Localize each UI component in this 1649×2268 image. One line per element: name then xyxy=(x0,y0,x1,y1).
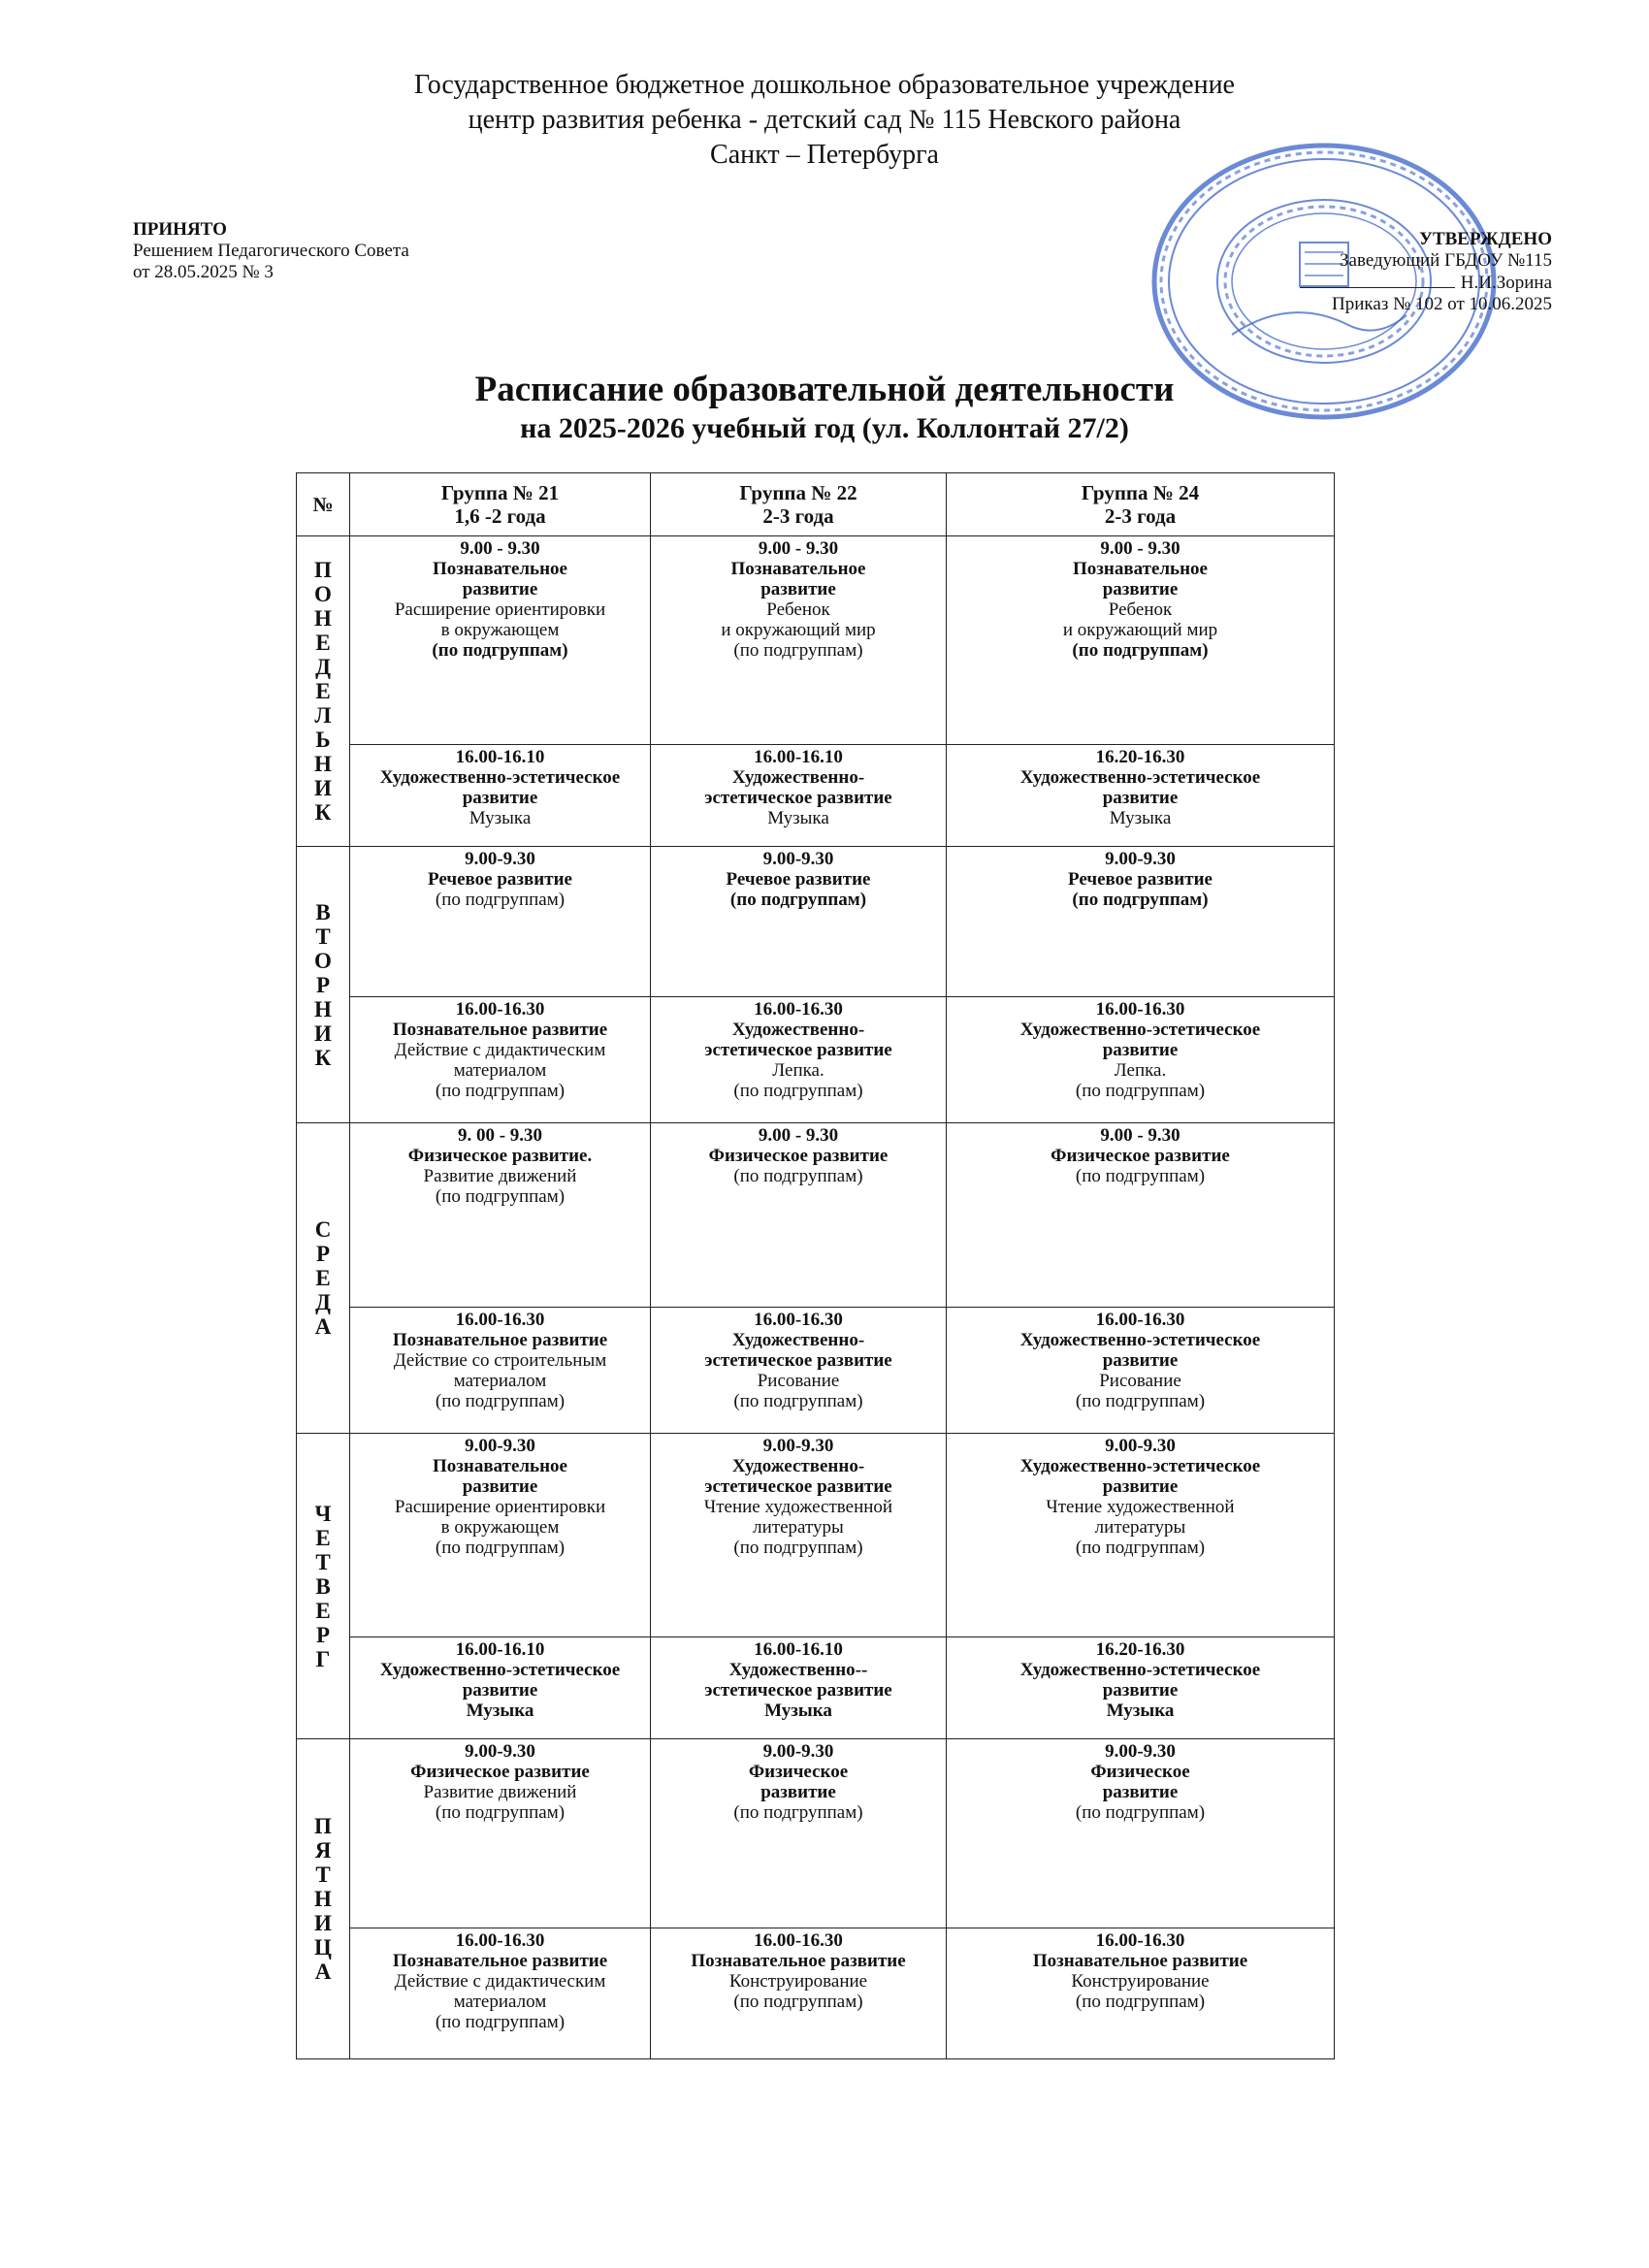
session-time: 16.00-16.10 xyxy=(455,747,545,767)
session-text: Речевое развитие xyxy=(1068,869,1212,890)
title-main: Расписание образовательной деятельности xyxy=(474,370,1175,409)
schedule-cell xyxy=(651,1637,947,1739)
day-letter: Т xyxy=(315,923,331,949)
accepted-line-2: от 28.05.2025 № 3 xyxy=(133,262,274,282)
day-letter: Ь xyxy=(315,728,331,752)
day-letter: Д xyxy=(315,655,331,679)
schedule-cell xyxy=(947,1928,1335,2059)
day-letter: Д xyxy=(315,1290,331,1314)
session-text: (по подгруппам) xyxy=(729,890,867,910)
session-text: Художественно- xyxy=(731,1020,865,1040)
day-letter: С xyxy=(314,1217,332,1242)
session-text: (по подгруппам) xyxy=(1075,1081,1206,1101)
schedule-body xyxy=(297,536,1335,2059)
day-letter: Н xyxy=(314,606,332,631)
schedule-row xyxy=(297,1308,1335,1434)
session-time: 16.00-16.30 xyxy=(455,1310,545,1330)
schedule-row xyxy=(297,745,1335,847)
session-text: (по подгруппам) xyxy=(1075,1391,1206,1411)
session-time: 16.00-16.10 xyxy=(455,1639,545,1660)
day-letter: И xyxy=(314,776,332,800)
session-text: (по подгруппам) xyxy=(1075,1166,1206,1186)
day-letter: В xyxy=(315,899,331,924)
group-name: Группа № 22 xyxy=(739,481,857,504)
schedule-cell xyxy=(651,1308,947,1434)
schedule-cell xyxy=(651,1434,947,1637)
session-text: развитие xyxy=(462,788,538,808)
session-time: 16.00-16.30 xyxy=(455,1930,545,1951)
session-text: литературы xyxy=(753,1517,844,1538)
session-text: (по подгруппам) xyxy=(435,1081,566,1101)
schedule-cell xyxy=(947,1434,1335,1637)
schedule-cell xyxy=(947,1308,1335,1434)
session-time: 9.00-9.30 xyxy=(1105,1436,1176,1456)
session-text: Художественно-эстетическое xyxy=(1019,767,1261,788)
num-header: № xyxy=(297,473,350,536)
session-time: 9.00-9.30 xyxy=(1105,849,1176,869)
session-text: и окружающий мир xyxy=(1062,620,1218,640)
day-letter: К xyxy=(314,1045,332,1070)
signature-underline xyxy=(1300,272,1455,288)
day-letter: О xyxy=(314,582,332,606)
session-text: (по подгруппам) xyxy=(733,640,863,661)
session-text: Речевое развитие xyxy=(428,869,572,890)
session-text: материалом xyxy=(453,1060,547,1081)
session-text: эстетическое развитие xyxy=(704,1680,892,1701)
session-time: 9.00 - 9.30 xyxy=(1100,1125,1180,1146)
group-age: 2-3 года xyxy=(1104,504,1177,528)
session-text: развитие xyxy=(760,1782,836,1802)
group-age: 1,6 -2 года xyxy=(454,504,546,528)
schedule-cell xyxy=(350,847,651,997)
session-text: (по подгруппам) xyxy=(435,1186,566,1207)
day-name-vertical xyxy=(297,1217,349,1339)
session-text: (по подгруппам) xyxy=(733,1081,863,1101)
group-header xyxy=(651,473,947,536)
session-text: развитие xyxy=(1102,1680,1179,1701)
schedule-row xyxy=(297,1434,1335,1637)
schedule-cell xyxy=(350,1928,651,2059)
session-text: Музыка xyxy=(1106,1701,1175,1721)
day-letter: Н xyxy=(314,1887,332,1911)
session-text: Ребенок xyxy=(1108,599,1173,620)
session-text: Рисование xyxy=(757,1371,840,1391)
approved-line-3: Приказ № 102 от 10.06.2025 xyxy=(1332,294,1552,314)
session-time: 16.00-16.30 xyxy=(1095,999,1185,1020)
table-header-row xyxy=(297,473,1335,536)
day-label-cell xyxy=(297,1123,350,1434)
day-letter: Н xyxy=(314,996,332,1021)
session-time: 16.20-16.30 xyxy=(1095,1639,1185,1660)
session-text: развитие xyxy=(462,1476,538,1497)
schedule-cell xyxy=(651,536,947,745)
session-text: Художественно-эстетическое xyxy=(1019,1020,1261,1040)
session-text: в окружающем xyxy=(440,1517,560,1538)
session-text: Познавательное xyxy=(433,559,567,579)
schedule-row xyxy=(297,847,1335,997)
day-letter: Е xyxy=(315,1598,331,1623)
session-text: (по подгруппам) xyxy=(1075,1992,1206,2012)
schedule-cell xyxy=(350,1123,651,1308)
approved-block xyxy=(1300,229,1552,315)
group-header xyxy=(947,473,1335,536)
schedule-cell xyxy=(350,1308,651,1434)
session-text: Физическое развитие xyxy=(708,1146,889,1166)
day-letter: Ч xyxy=(314,1501,332,1526)
approved-name: Н.И.Зорина xyxy=(1460,273,1552,293)
day-letter: Р xyxy=(315,1242,331,1266)
approved-signature-line xyxy=(1300,272,1552,294)
session-time: 16.00-16.30 xyxy=(754,1930,843,1951)
day-letter: А xyxy=(314,1314,332,1339)
session-text: развитие xyxy=(1102,1350,1179,1371)
day-letter: Р xyxy=(315,1622,331,1647)
session-text: Физическое развитие xyxy=(1051,1146,1230,1166)
session-text: (по подгруппам) xyxy=(435,890,566,910)
session-text: и окружающий мир xyxy=(721,620,876,640)
schedule-cell xyxy=(947,1739,1335,1928)
day-letter: И xyxy=(314,1021,332,1046)
schedule-cell xyxy=(350,745,651,847)
session-text: Музыка xyxy=(469,808,532,828)
session-time: 16.00-16.30 xyxy=(1095,1930,1185,1951)
day-label-cell xyxy=(297,847,350,1123)
session-text: Художественно-эстетическое xyxy=(379,767,621,788)
schedule-cell xyxy=(947,997,1335,1123)
session-time: 9. 00 - 9.30 xyxy=(457,1125,543,1146)
session-text: (по подгруппам) xyxy=(733,1802,863,1823)
session-text: развитие xyxy=(1102,1040,1179,1060)
session-text: Музыка xyxy=(764,1701,832,1721)
session-text: Художественно-эстетическое xyxy=(379,1660,621,1680)
session-text: (по подгруппам) xyxy=(432,640,568,661)
day-label-cell xyxy=(297,536,350,847)
day-letter: Я xyxy=(314,1838,332,1863)
session-text: Музыка xyxy=(1109,808,1172,828)
session-time: 16.00-16.10 xyxy=(754,1639,843,1660)
session-text: (по подгруппам) xyxy=(435,1538,566,1558)
day-letter: Н xyxy=(314,752,332,776)
day-letter: В xyxy=(315,1573,331,1599)
schedule-cell xyxy=(947,745,1335,847)
session-time: 16.00-16.30 xyxy=(754,1310,843,1330)
session-time: 16.20-16.30 xyxy=(1095,747,1185,767)
session-text: Конструирование xyxy=(1071,1971,1210,1992)
session-text: Речевое развитие xyxy=(726,869,871,890)
day-letter: Е xyxy=(315,1266,331,1290)
day-letter: Л xyxy=(314,703,332,728)
accepted-block xyxy=(133,219,409,283)
session-text: Развитие движений xyxy=(423,1166,577,1186)
session-text: Познавательное развитие xyxy=(392,1951,608,1971)
session-time: 9.00 - 9.30 xyxy=(1100,538,1180,559)
session-text: Познавательное xyxy=(1073,559,1208,579)
session-text: Познавательное развитие xyxy=(1032,1951,1248,1971)
approved-line-1: Заведующий ГБДОУ №115 xyxy=(1340,250,1552,271)
session-time: 9.00-9.30 xyxy=(762,1741,834,1762)
schedule-cell xyxy=(350,1434,651,1637)
session-time: 9.00-9.30 xyxy=(465,849,535,869)
session-time: 9.00-9.30 xyxy=(762,1436,834,1456)
session-text: Художественно- xyxy=(731,1456,865,1476)
session-text: развитие xyxy=(1102,579,1179,599)
schedule-cell xyxy=(651,847,947,997)
session-text: Физическое развитие. xyxy=(407,1146,593,1166)
session-text: развитие xyxy=(462,1680,538,1701)
session-text: Физическое развитие xyxy=(410,1762,590,1782)
day-letter: И xyxy=(314,1911,332,1935)
institution-line-3: Санкт – Петербурга xyxy=(710,140,939,170)
session-text: Музыка xyxy=(767,808,829,828)
session-text: Рисование xyxy=(1099,1371,1181,1391)
session-text: Познавательное xyxy=(433,1456,567,1476)
schedule-cell xyxy=(651,1928,947,2059)
day-letter: Ц xyxy=(314,1935,332,1960)
session-time: 16.00-16.30 xyxy=(754,999,843,1020)
day-letter: О xyxy=(314,948,332,973)
schedule-cell xyxy=(947,1123,1335,1308)
day-label-cell xyxy=(297,1739,350,2059)
session-text: эстетическое развитие xyxy=(704,1476,892,1497)
session-time: 9.00 - 9.30 xyxy=(758,1125,839,1146)
day-letter: Т xyxy=(315,1863,331,1887)
group-name: Группа № 24 xyxy=(1081,481,1200,504)
day-letter: П xyxy=(314,558,332,582)
day-letter: Е xyxy=(315,1525,331,1550)
session-text: развитие xyxy=(462,579,538,599)
session-text: (по подгруппам) xyxy=(1075,1802,1206,1823)
session-text: развитие xyxy=(1102,1476,1179,1497)
session-text: (по подгруппам) xyxy=(733,1992,863,2012)
schedule-cell xyxy=(651,997,947,1123)
session-text: (по подгруппам) xyxy=(435,1802,566,1823)
session-time: 9.00 - 9.30 xyxy=(460,538,540,559)
session-text: развитие xyxy=(1102,788,1179,808)
session-time: 9.00-9.30 xyxy=(762,849,834,869)
session-text: развитие xyxy=(760,579,836,599)
institution-line-1: Государственное бюджетное дошкольное образовательное учреждение xyxy=(414,70,1235,100)
day-letter: Е xyxy=(315,679,331,703)
schedule-cell xyxy=(350,536,651,745)
session-time: 9.00-9.30 xyxy=(465,1741,535,1762)
session-text: Художественно-эстетическое xyxy=(1019,1330,1261,1350)
session-text: (по подгруппам) xyxy=(1072,890,1209,910)
day-name-vertical xyxy=(297,558,349,825)
session-text: эстетическое развитие xyxy=(704,1350,892,1371)
session-text: материалом xyxy=(453,1371,547,1391)
session-text: эстетическое развитие xyxy=(704,1040,892,1060)
document-title xyxy=(0,369,1649,446)
session-text: развитие xyxy=(1102,1782,1179,1802)
session-text: Художественно- xyxy=(731,1330,865,1350)
session-text: Художественно-эстетическое xyxy=(1019,1456,1261,1476)
session-text: эстетическое развитие xyxy=(704,788,892,808)
session-text: Действие с дидактическим xyxy=(394,1040,606,1060)
session-text: Познавательное развитие xyxy=(392,1020,608,1040)
accepted-line-1: Решением Педагогического Совета xyxy=(133,241,409,261)
day-letter: Е xyxy=(315,631,331,655)
schedule-table xyxy=(296,472,1335,2059)
session-text: (по подгруппам) xyxy=(1072,640,1209,661)
session-text: Художественно-эстетическое xyxy=(1019,1660,1261,1680)
schedule-row xyxy=(297,1928,1335,2059)
session-text: Конструирование xyxy=(728,1971,868,1992)
session-text: Ребенок xyxy=(766,599,830,620)
session-text: Действие со строительным xyxy=(393,1350,607,1371)
schedule-cell xyxy=(651,745,947,847)
session-time: 9.00-9.30 xyxy=(465,1436,535,1456)
group-header xyxy=(350,473,651,536)
day-name-vertical xyxy=(297,1502,349,1671)
day-letter: П xyxy=(314,1814,332,1838)
day-letter: Р xyxy=(315,972,331,997)
session-text: (по подгруппам) xyxy=(733,1538,863,1558)
group-name: Группа № 21 xyxy=(440,481,560,504)
schedule-row xyxy=(297,536,1335,745)
group-age: 2-3 года xyxy=(762,504,834,528)
session-text: Познавательное развитие xyxy=(392,1330,608,1350)
schedule-cell xyxy=(350,1739,651,1928)
session-text: Развитие движений xyxy=(423,1782,577,1802)
schedule-cell xyxy=(651,1739,947,1928)
session-text: (по подгруппам) xyxy=(435,1391,566,1411)
schedule-cell xyxy=(947,847,1335,997)
schedule-cell xyxy=(350,1637,651,1739)
schedule-cell xyxy=(350,997,651,1123)
accepted-heading: ПРИНЯТО xyxy=(133,219,227,240)
session-text: Художественно-- xyxy=(728,1660,868,1680)
session-text: Музыка xyxy=(466,1701,534,1721)
schedule-row xyxy=(297,1637,1335,1739)
title-sub: на 2025-2026 учебный год (ул. Коллонтай 27/2) xyxy=(520,412,1129,444)
schedule-cell xyxy=(651,1123,947,1308)
session-text: Познавательное развитие xyxy=(691,1951,906,1971)
session-text: Физическое xyxy=(748,1762,849,1782)
session-time: 16.00-16.30 xyxy=(455,999,545,1020)
session-text: материалом xyxy=(453,1992,547,2012)
session-text: Лепка. xyxy=(772,1060,824,1081)
schedule-row xyxy=(297,1123,1335,1308)
day-letter: К xyxy=(314,800,332,825)
session-text: Физическое xyxy=(1090,1762,1190,1782)
session-text: (по подгруппам) xyxy=(435,2012,566,2032)
session-text: Действие с дидактическим xyxy=(394,1971,606,1992)
session-text: Чтение художественной xyxy=(703,1497,893,1517)
session-time: 16.00-16.30 xyxy=(1095,1310,1185,1330)
institution-line-2: центр развития ребенка - детский сад № 115 Невского района xyxy=(468,105,1181,135)
session-text: Расширение ориентировки xyxy=(394,599,606,620)
session-text: Лепка. xyxy=(1114,1060,1167,1081)
approved-heading: УТВЕРЖДЕНО xyxy=(1419,229,1552,249)
day-name-vertical xyxy=(297,1814,349,1984)
session-text: Чтение художественной xyxy=(1046,1497,1235,1517)
session-text: (по подгруппам) xyxy=(733,1166,863,1186)
session-time: 9.00 - 9.30 xyxy=(758,538,839,559)
session-text: (по подгруппам) xyxy=(1075,1538,1206,1558)
day-letter: Г xyxy=(315,1646,331,1671)
schedule-cell xyxy=(947,1637,1335,1739)
schedule-cell xyxy=(947,536,1335,745)
day-label-cell xyxy=(297,1434,350,1739)
session-text: в окружающем xyxy=(440,620,560,640)
day-letter: А xyxy=(314,1960,332,1984)
session-time: 9.00-9.30 xyxy=(1105,1741,1176,1762)
session-text: Расширение ориентировки xyxy=(394,1497,606,1517)
schedule-row xyxy=(297,1739,1335,1928)
session-text: Художественно- xyxy=(731,767,865,788)
session-text: (по подгруппам) xyxy=(733,1391,863,1411)
session-time: 16.00-16.10 xyxy=(754,747,843,767)
day-letter: Т xyxy=(315,1549,331,1574)
day-name-vertical xyxy=(297,900,349,1070)
schedule-row xyxy=(297,997,1335,1123)
session-text: литературы xyxy=(1094,1517,1186,1538)
session-text: Познавательное xyxy=(730,559,866,579)
